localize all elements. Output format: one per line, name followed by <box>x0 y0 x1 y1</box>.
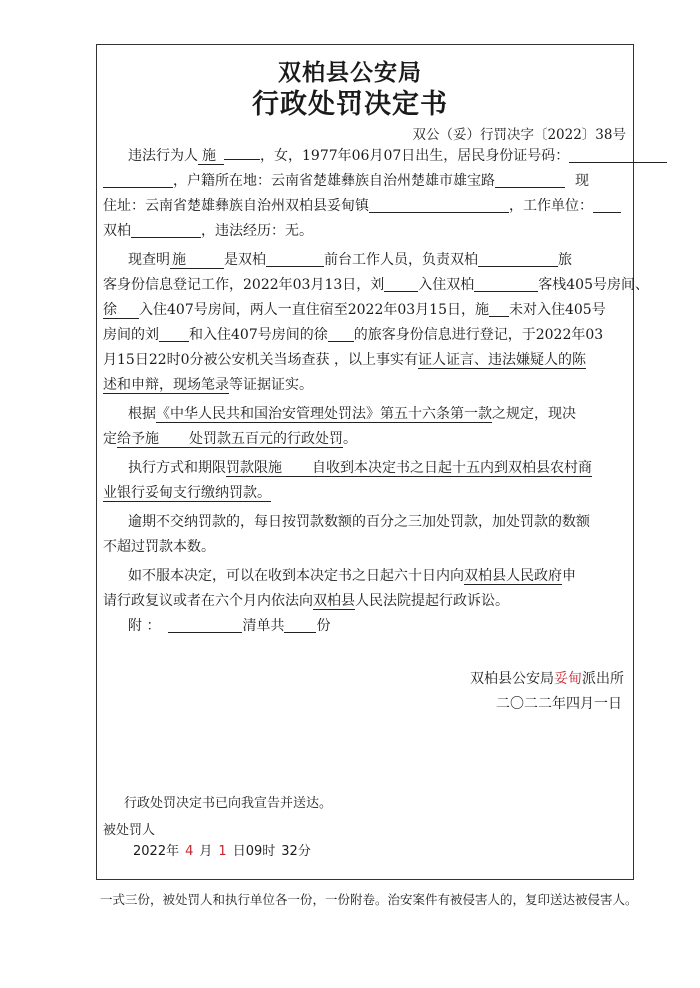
execution-line-1: 执行方式和期限罚款限施 自收到本决定书之日起十五内到双柏县农村商 <box>128 460 592 476</box>
document-title: 行政处罚决定书 <box>252 89 448 120</box>
appeal-line-1: 如不服本决定，可以在收到本决定书之日起六十日内向双柏县人民政府申 <box>128 568 576 584</box>
law-citation: 《中华人民共和国治安管理处罚法》第五十六条第一款 <box>156 406 492 422</box>
facts-line-5: 月15日22时0分被公安机关当场查获 ，以上事实有证人证言、违法嫌疑人的陈 <box>103 352 586 368</box>
facts-line-3: 徐 入住407号房间，两人一直住宿至2022年03月15日，施 未对入住405号 <box>103 302 606 318</box>
document-number: 双公（妥）行罚决字〔2022〕38号 <box>412 127 626 143</box>
offender-line-4: 双柏 ，违法经历：无。 <box>103 223 313 239</box>
handwritten-station-name: 妥甸 <box>554 671 582 687</box>
legal-basis-line-2: 定给予施 处罚款五百元的行政处罚。 <box>103 431 357 447</box>
footer-note: 一式三份，被处罚人和执行单位各一份，一份附卷。治安案件有被侵害人的，复印送达被侵害人。 <box>100 892 638 907</box>
facts-line-2: 客身份信息登记工作，2022年03月13日，刘 入住双柏 客栈405号房间、 <box>103 277 649 293</box>
receipt-time: 2022年 4 月 1 日09时 32分 <box>133 844 311 859</box>
issuing-organization: 双柏县公安局 <box>278 59 422 86</box>
facts-line-6: 述和申辩，现场笔录等证据证实。 <box>103 377 313 393</box>
offender-line-1: 违法行为人 施 ，女，1977年06月07日出生，居民身份证号码： <box>128 147 667 165</box>
penalty-decision: 处罚款五百元的行政处罚 <box>189 431 343 447</box>
appeal-line-2: 请行政复议或者在六个月内依法向双柏县人民法院提起行政诉讼。 <box>103 593 509 609</box>
execution-line-2: 业银行妥甸支行缴纳罚款。 <box>103 485 271 501</box>
offender-name: 施 <box>198 148 224 165</box>
offender-signature-label: 被处罚人 <box>103 823 156 838</box>
facts-line-4: 房间的刘 和入住407号房间的徐 的旅客身份信息进行登记，于2022年03 <box>103 327 604 343</box>
offender-line-3: 住址：云南省楚雄彝族自治州双柏县妥甸镇 ，工作单位： <box>103 197 621 215</box>
late-payment-line-1: 逾期不交纳罚款的，每日按罚款数额的百分之三加处罚款，加处罚款的数额 <box>128 514 590 530</box>
receipt-statement: 行政处罚决定书已向我宣告并送达。 <box>124 796 333 811</box>
offender-line-2: ，户籍所在地：云南省楚雄彝族自治州楚雄市雄宝路 现 <box>103 172 589 190</box>
facts-line-1: 现查明 施 是双柏 前台工作人员，负责双柏 旅 <box>128 252 572 268</box>
issue-date: 二〇二二年四月一日 <box>496 696 622 712</box>
late-payment-line-2: 不超过罚款本数。 <box>103 539 215 555</box>
issuing-station: 双柏县公安局妥甸派出所 <box>470 671 624 687</box>
legal-basis-line-1: 根据《中华人民共和国治安管理处罚法》第五十六条第一款之规定，现决 <box>128 406 576 422</box>
attachment-line: 附 ： 清单共 份 <box>128 618 331 634</box>
